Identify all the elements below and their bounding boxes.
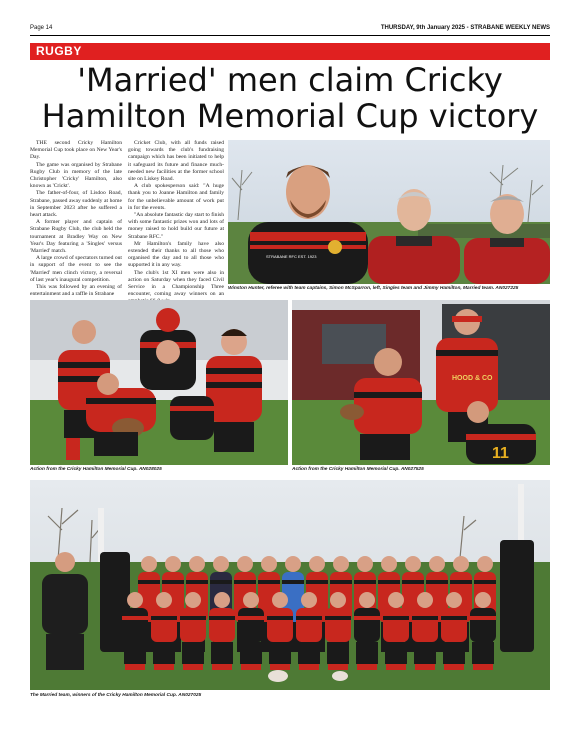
paragraph: A former player and captain of Strabane Rugby Club, the club held the tournament at Bradley Way on New Year's Day featuring a 'Singles' versus 'Married' match. [30, 219, 122, 255]
caption-photo-1: Winston Hunter, referee with team captains, Simon McSparron, left, Singles team and Jimmy Hamilton, Married team. AN027225 [228, 286, 519, 291]
team-player [180, 608, 206, 642]
section-label: RUGBY [36, 44, 82, 58]
team-player [209, 608, 235, 642]
paragraph: THE second Cricky Hamilton Memorial Cup took place on New Year's Day. [30, 140, 122, 161]
header-rule [30, 35, 550, 36]
team-player [122, 608, 148, 642]
article-column-1 [30, 140, 122, 298]
photo-team [30, 480, 550, 690]
team-player [238, 608, 264, 642]
paragraph: The game was organised by Strabane Rugby Club in memory of the late Christopher 'Cricky' Hamilton, also known as 'Crickt'. [30, 161, 122, 190]
jersey-sponsor: HOOD & CO [452, 375, 493, 382]
photo-captains [228, 140, 550, 284]
jersey-chest-text: STRABANE RFC EST. 1923 [266, 254, 317, 259]
team-player [470, 608, 496, 642]
page-number: Page 14 [30, 25, 53, 31]
jersey-number: 11 [492, 445, 509, 462]
headline: 'Married' men claim Cricky Hamilton Memorial Cup victory [41, 61, 539, 135]
paragraph: The club's 1st XI men were also in action on Saturday when they faced Civil Service in a Championship Three encounter, coming away winners on an [128, 269, 224, 298]
paragraph: This was followed by an evening of entertainment and a raffle in Strabane [30, 284, 122, 298]
paragraph: A large crowd of spectators turned out in support of the event to see the 'Married' men clinch victory, a reversal of last year's inaugural competition. [30, 255, 122, 283]
team-player [151, 608, 177, 642]
team-player [383, 608, 409, 642]
photo-action-1 [30, 300, 288, 465]
section-banner [30, 43, 550, 60]
team-player [325, 608, 351, 642]
team-player [412, 608, 438, 642]
paragraph: A club spokesperson said: "A huge thank you to Joanne Hamilton and family for the unbelievable amount of work put in for the events. [128, 183, 224, 211]
caption-photo-2: Action from the Cricky Hamilton Memorial Cup. AN028025 [30, 467, 162, 472]
article-column-2 [128, 140, 224, 306]
paragraph: Cricket Club, with all funds raised going towards the club's fundraising campaign which has been initiated to help it safeguard its future and finance much-needed new facilities at the former school site on Liskey Road. [128, 140, 224, 183]
paragraph: The father-of-four, of Lisdoo Road, Strabane, passed away suddenly at home in September 2023 after he suffered a heart attack. [30, 190, 122, 219]
paragraph: Mr Hamilton's family have also extended their thanks to all those who organised the day and to all those who supported it in any way. [128, 240, 224, 269]
team-player [296, 608, 322, 642]
team-player [267, 608, 293, 642]
photo-action-2 [292, 300, 550, 465]
dateline: THURSDAY, 9th January 2025 - STRABANE WEEKLY NEWS [380, 25, 550, 31]
team-player [441, 608, 467, 642]
caption-photo-3: Action from the Cricky Hamilton Memorial Cup. AN027525 [292, 467, 424, 472]
paragraph: "An absolute fantastic day start to finish with some fantastic prizes won and lots of money raised to hold build our future at Strabane RFC." [128, 212, 224, 240]
caption-photo-4: The Married team, winners of the Cricky Hamilton Memorial Cup. AN027025 [30, 693, 202, 698]
team-player [354, 608, 380, 642]
